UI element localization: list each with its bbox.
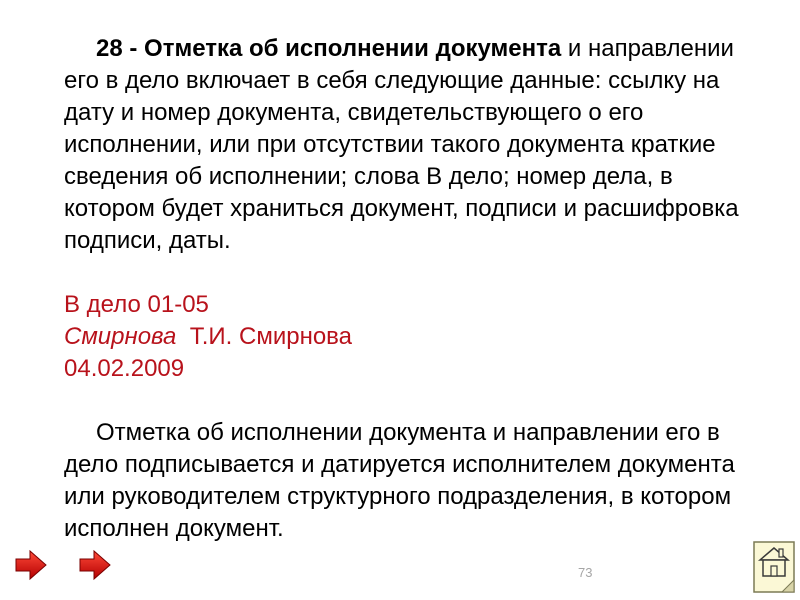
signature: Смирнова xyxy=(64,323,177,350)
execution-mark xyxy=(64,289,764,385)
home-icon[interactable] xyxy=(752,540,796,594)
paragraph-body: и направлении его в дело включает в себя следующие данные: ссылку на дату и номер документа, свидетельствующего о его исполнении, или при отсутствии такого документа краткие сведения об исполнении; слова В дело; номер дела, в котором будет храниться документ, подписи и расшифровка подписи, даты. xyxy=(64,35,739,254)
page-number: 73 xyxy=(578,565,593,580)
main-paragraph xyxy=(64,33,764,257)
case-line: В дело 01-05 xyxy=(64,291,209,318)
second-paragraph: Отметка об исполнении документа и направлении его в дело подписывается и датируется исполнителем документа или руководителем структурного подразделения, в котором исполнен документ. xyxy=(64,419,735,542)
signature-decoding: Т.И. Смирнова xyxy=(189,323,353,350)
signature-line xyxy=(64,321,764,353)
slide-text xyxy=(64,33,764,545)
arrow-left-icon[interactable] xyxy=(14,548,48,582)
paragraph-heading: 28 - Отметка об исполнении документа xyxy=(96,35,562,62)
arrow-right-icon[interactable] xyxy=(78,548,112,582)
mark-date: 04.02.2009 xyxy=(64,355,185,382)
